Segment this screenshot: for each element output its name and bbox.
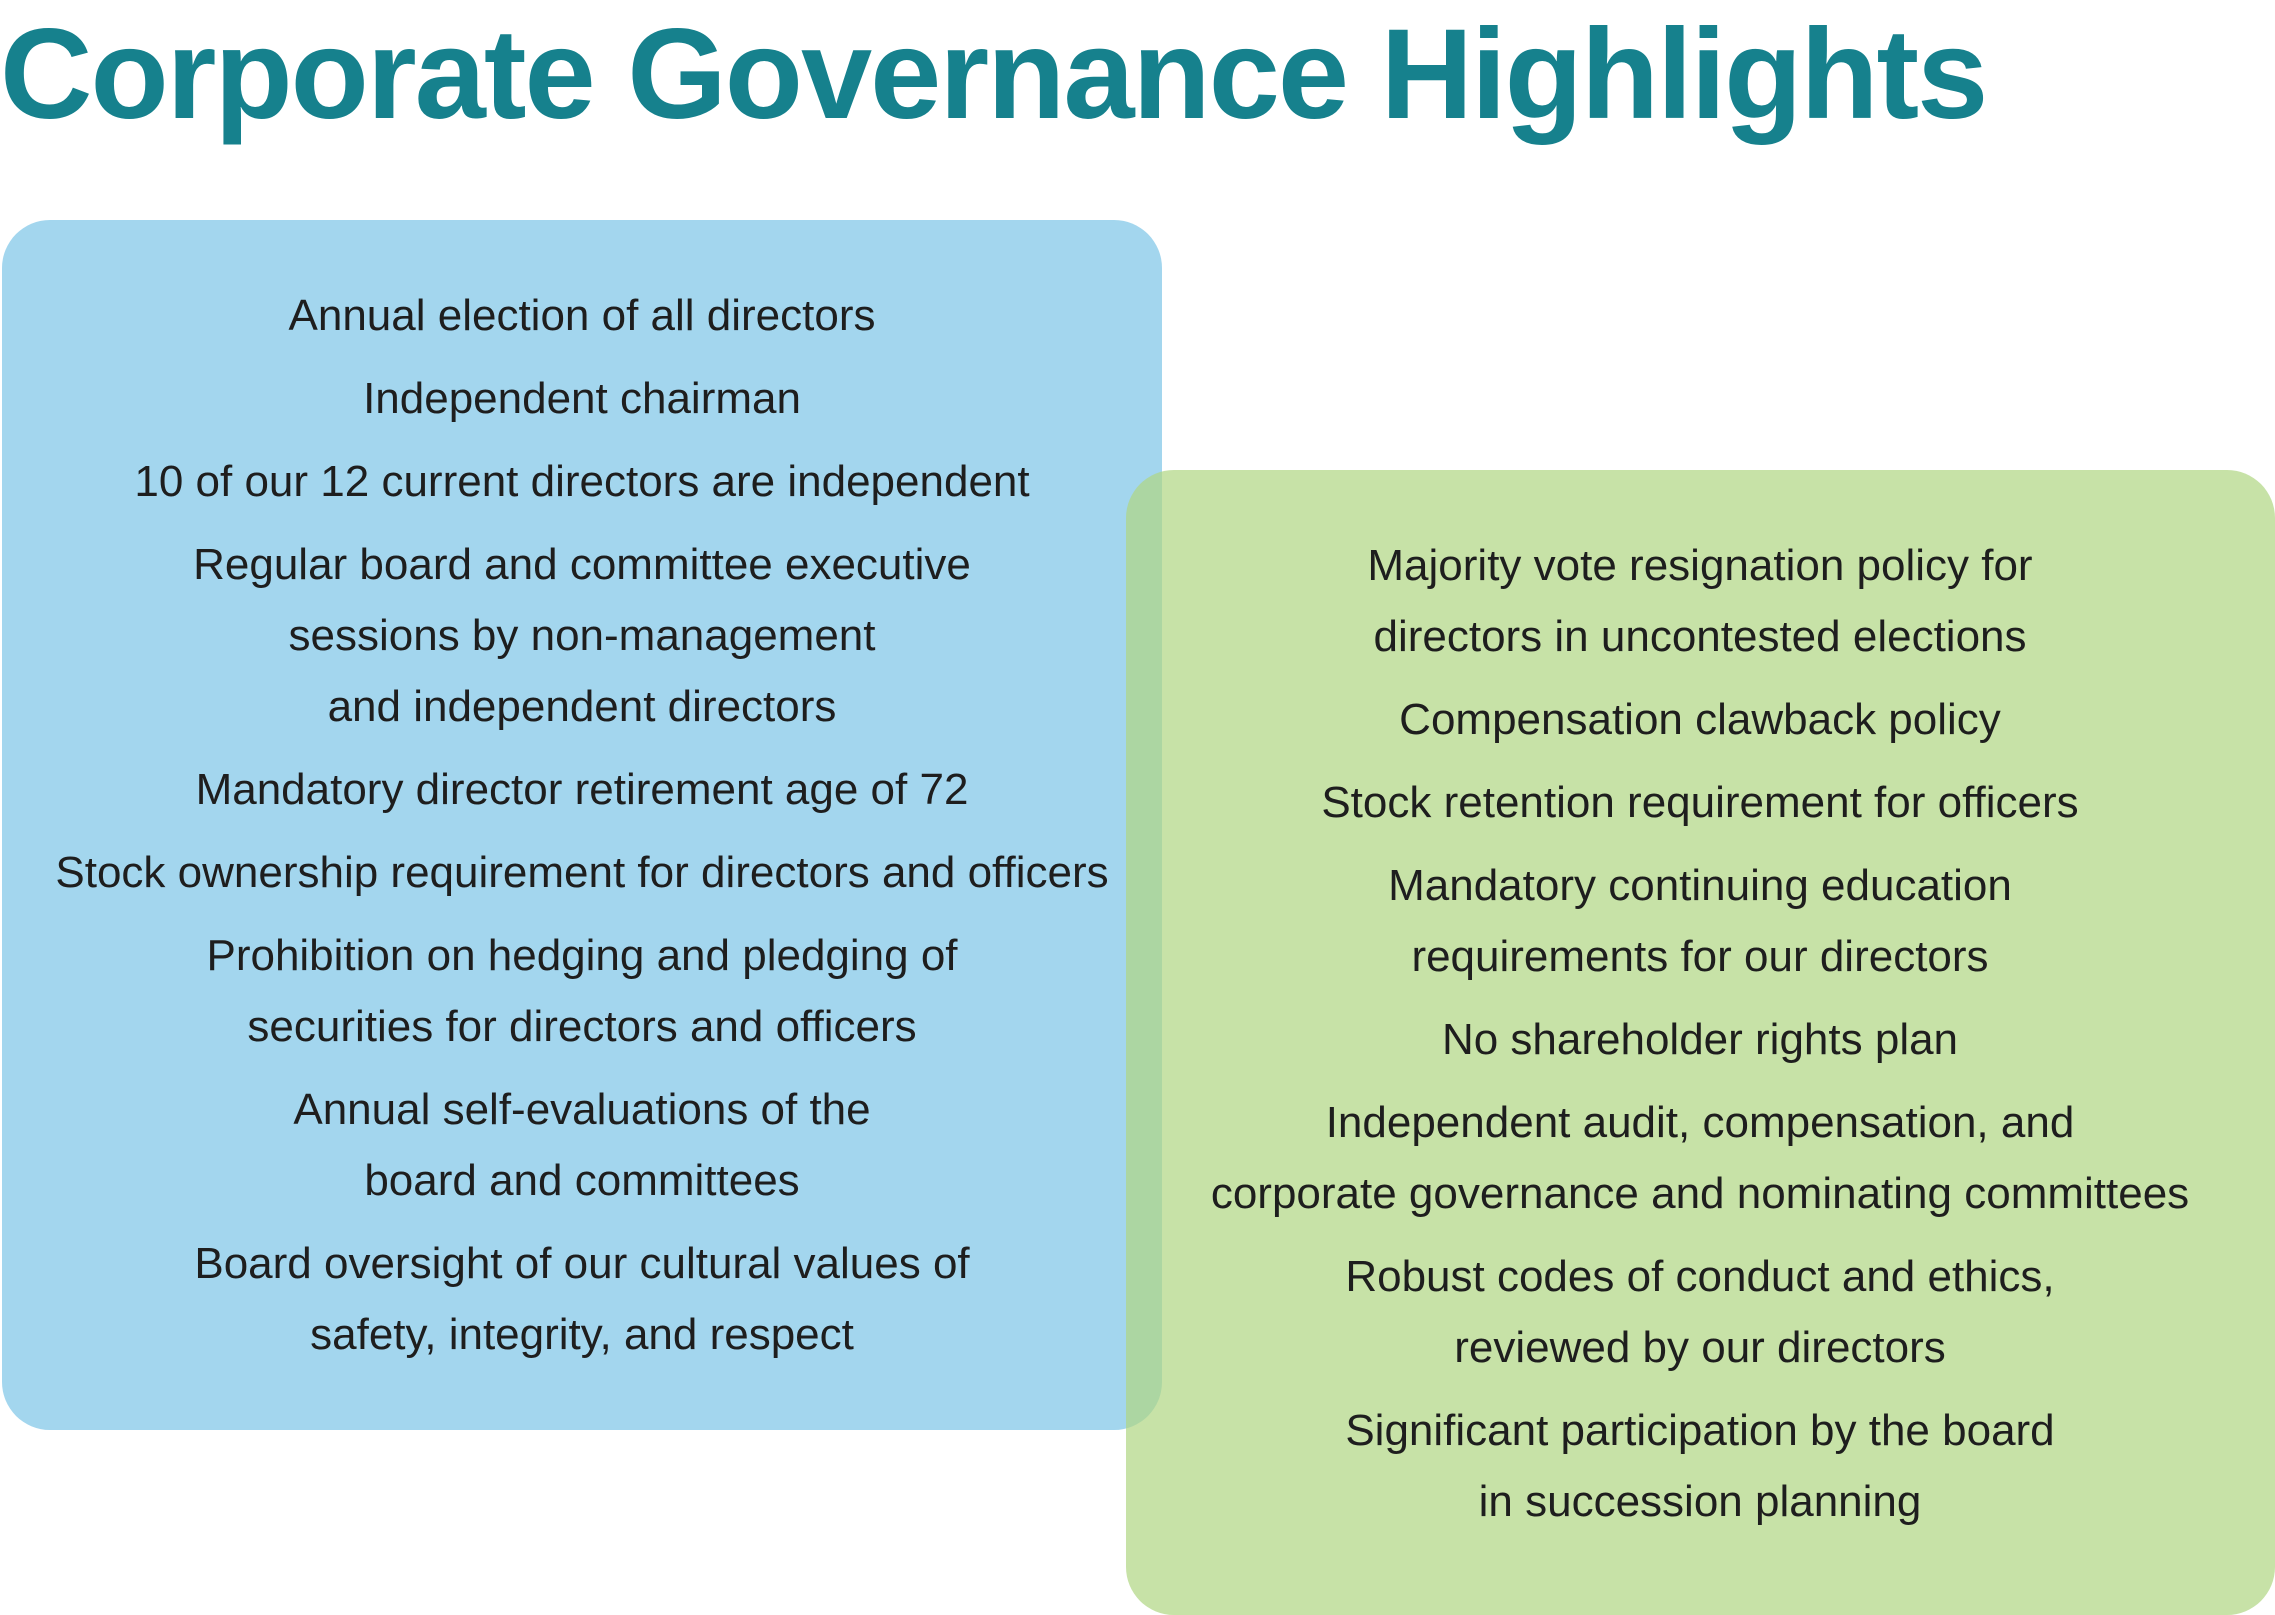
highlight-item: [1146, 1004, 2254, 1075]
highlight-item: [1146, 850, 2254, 992]
highlight-text-line: and independent directors: [327, 682, 837, 731]
highlight-item: [20, 529, 1144, 742]
highlight-text-line: Mandatory director retirement age of 72: [195, 765, 969, 814]
highlight-text-line: 10 of our 12 current directors are independent: [134, 457, 1030, 506]
highlight-text-line: Regular board and committee executive: [193, 540, 971, 589]
highlight-text-line: safety, integrity, and respect: [310, 1310, 854, 1359]
highlight-text-line: Board oversight of our cultural values of: [194, 1239, 970, 1288]
highlight-text-line: reviewed by our directors: [1454, 1323, 1946, 1372]
highlight-item: [1146, 684, 2254, 755]
highlight-text-line: corporate governance and nominating committees: [1210, 1169, 2190, 1218]
highlight-item: [20, 837, 1144, 908]
highlight-text-line: Compensation clawback policy: [1399, 695, 2001, 744]
highlight-text-line: requirements for our directors: [1411, 932, 1989, 981]
highlight-text-line: Robust codes of conduct and ethics,: [1345, 1252, 2055, 1301]
highlight-text-line: Independent chairman: [363, 374, 801, 423]
highlight-item: [20, 446, 1144, 517]
highlight-text-line: Mandatory continuing education: [1388, 861, 2012, 910]
highlight-text-line: securities for directors and officers: [247, 1002, 917, 1051]
highlight-text-line: Significant participation by the board: [1345, 1406, 2055, 1455]
highlight-item: [20, 280, 1144, 351]
highlight-item: [1146, 1087, 2254, 1229]
highlight-item: [20, 1074, 1144, 1216]
highlight-text-line: in succession planning: [1478, 1477, 1922, 1526]
highlight-text-line: directors in uncontested elections: [1373, 612, 2027, 661]
highlight-text-line: Annual self-evaluations of the: [293, 1085, 871, 1134]
highlight-text-line: Prohibition on hedging and pledging of: [206, 931, 958, 980]
highlight-item: [1146, 767, 2254, 838]
highlight-text-line: Stock retention requirement for officers: [1321, 778, 2079, 827]
highlight-text-line: Stock ownership requirement for directors and officers: [55, 848, 1109, 897]
highlight-text-line: Annual election of all directors: [288, 291, 876, 340]
highlight-item: [1146, 530, 2254, 672]
page-title: Corporate Governance Highlights: [0, 3, 1987, 146]
highlight-item: [1146, 1395, 2254, 1537]
highlight-item: [20, 363, 1144, 434]
highlight-text-line: sessions by non-management: [288, 611, 876, 660]
highlight-text-line: Independent audit, compensation, and: [1325, 1098, 2075, 1147]
right-highlights-list: [1146, 530, 2254, 1549]
highlight-text-line: No shareholder rights plan: [1441, 1015, 1959, 1064]
left-highlights-list: [20, 280, 1144, 1382]
highlight-text-line: Majority vote resignation policy for: [1367, 541, 2033, 590]
highlight-item: [20, 1228, 1144, 1370]
highlight-item: [20, 920, 1144, 1062]
highlight-item: [20, 754, 1144, 825]
highlight-text-line: board and committees: [364, 1156, 800, 1205]
highlight-item: [1146, 1241, 2254, 1383]
